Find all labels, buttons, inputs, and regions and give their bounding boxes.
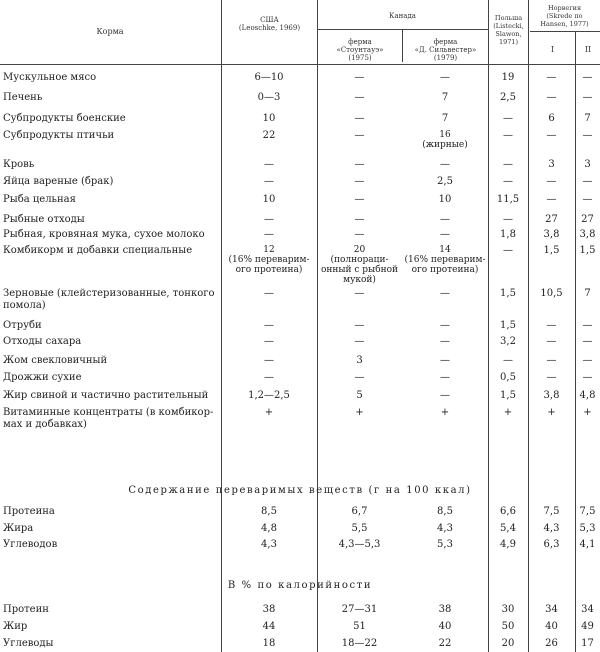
- cell-f1: —: [354, 320, 365, 331]
- cell-n2: 1,5: [579, 245, 596, 256]
- row-label: Витаминные концентраты (в комбикор- мах и добавках): [3, 407, 214, 430]
- cell-usa: —: [264, 214, 274, 225]
- header-norway: Норвегия (Skrede по Hansen, 1977): [540, 4, 589, 28]
- cell-f1: —: [354, 336, 365, 347]
- cell-f2: 5,3: [437, 539, 453, 550]
- cell-f2: —: [440, 372, 450, 383]
- cell-usa: —: [264, 176, 274, 187]
- cell-pl: 20: [501, 638, 515, 649]
- cell-pl: 2,5: [500, 92, 516, 103]
- cell-usa: 4,3: [261, 539, 277, 550]
- cell-n1: —: [546, 336, 557, 347]
- cell-pl: +: [503, 407, 513, 418]
- cell-pl: 1,5: [500, 390, 516, 401]
- cell-f1: +: [355, 407, 364, 418]
- cell-n2: 3: [584, 159, 591, 170]
- cell-f1: —: [354, 214, 365, 225]
- cell-usa: —: [264, 320, 274, 331]
- cell-f2: —: [440, 72, 450, 83]
- cell-usa: 6—10: [254, 72, 284, 83]
- row-label: Жир свиной и частично растительный: [3, 390, 209, 401]
- cell-pl: 50: [501, 621, 515, 632]
- cell-f1: 3: [356, 355, 363, 366]
- cell-f2: 22: [438, 638, 452, 649]
- cell-n1: 6: [548, 113, 555, 124]
- cell-usa: 8,5: [261, 506, 277, 517]
- cell-pl: —: [503, 159, 513, 170]
- cell-pl: 6,6: [500, 506, 516, 517]
- cell-n1: 40: [545, 621, 558, 632]
- cell-f2: 16 (жирные): [422, 130, 468, 150]
- cell-f2: —: [440, 229, 450, 240]
- cell-f2: 8,5: [437, 506, 453, 517]
- cell-f1: —: [354, 176, 365, 187]
- cell-n2: 3,8: [579, 229, 596, 240]
- cell-n2: 34: [581, 604, 594, 615]
- cell-f2: —: [440, 355, 450, 366]
- cell-n2: +: [583, 407, 592, 418]
- cell-n2: —: [582, 92, 593, 103]
- cell-f2: +: [440, 407, 450, 418]
- row-label: Жом свекловичный: [3, 355, 108, 366]
- cell-n1: —: [546, 92, 557, 103]
- cell-n2: 5,3: [579, 523, 596, 534]
- cell-usa: 44: [262, 621, 276, 632]
- header-poland: Польша (Listecki, Slawon, 1971): [493, 14, 524, 46]
- header-norway-ii: II: [584, 45, 592, 54]
- row-label: Печень: [3, 92, 43, 103]
- section-title-calorie-percent: В % по калорийности: [227, 580, 373, 591]
- cell-n1: —: [546, 320, 557, 331]
- cell-f1: —: [354, 92, 365, 103]
- cell-f1: 4,3—5,3: [338, 539, 381, 550]
- cell-n2: —: [582, 372, 593, 383]
- cell-usa: 0—3: [257, 92, 281, 103]
- header-rule: [530, 31, 600, 32]
- cell-f2: —: [440, 214, 450, 225]
- cell-f2: 10: [438, 194, 452, 205]
- cell-n1: 3,8: [543, 390, 560, 401]
- header-bottom-rule: [0, 64, 600, 65]
- cell-f2: 4,3: [437, 523, 453, 534]
- cell-n2: 7: [584, 113, 591, 124]
- cell-pl: 5,4: [500, 523, 516, 534]
- cell-f1: —: [354, 194, 365, 205]
- cell-n2: 4,1: [579, 539, 596, 550]
- cell-n2: 4,8: [579, 390, 596, 401]
- row-label: Кровь: [3, 159, 35, 170]
- cell-pl: 11,5: [496, 194, 520, 205]
- cell-pl: 4,9: [500, 539, 516, 550]
- cell-n1: 3: [548, 159, 555, 170]
- cell-n2: —: [582, 176, 593, 187]
- cell-pl: —: [503, 130, 513, 141]
- header-canada: Канада: [389, 12, 416, 20]
- cell-usa: 1,2—2,5: [248, 390, 290, 401]
- header-rule: [317, 29, 488, 30]
- row-label: Углеводов: [3, 539, 58, 550]
- header-norway-i: I: [550, 45, 555, 54]
- row-label: Дрожжи сухие: [3, 372, 82, 383]
- cell-f1: 5,5: [351, 523, 368, 534]
- row-label: Рыбная, кровяная мука, сухое молоко: [3, 229, 205, 240]
- cell-f2: 7: [441, 113, 449, 124]
- cell-f1: 6,7: [351, 506, 368, 517]
- cell-n2: —: [582, 355, 593, 366]
- cell-usa: 10: [262, 113, 276, 124]
- cell-n1: 34: [545, 604, 558, 615]
- cell-usa: 38: [262, 604, 276, 615]
- row-label: Отходы сахара: [3, 336, 82, 347]
- cell-n2: 27: [581, 214, 594, 225]
- cell-usa: +: [264, 407, 274, 418]
- cell-pl: 19: [501, 72, 515, 83]
- cell-n1: 7,5: [543, 506, 560, 517]
- cell-usa: 10: [262, 194, 276, 205]
- row-label: Жир: [3, 621, 28, 632]
- cell-usa: 12 (16% переварим- ого протеина): [228, 245, 310, 275]
- cell-f1: 5: [356, 390, 363, 401]
- cell-usa: 4,8: [261, 523, 277, 534]
- cell-f2: 7: [441, 92, 449, 103]
- cell-usa: —: [264, 336, 274, 347]
- cell-usa: —: [264, 372, 274, 383]
- cell-pl: —: [503, 245, 513, 256]
- row-label: Протеина: [3, 506, 55, 517]
- row-label: Яйца вареные (брак): [3, 176, 114, 187]
- cell-pl: 30: [501, 604, 515, 615]
- cell-f1: —: [354, 113, 365, 124]
- cell-n2: 49: [581, 621, 594, 632]
- cell-usa: 22: [262, 130, 276, 141]
- cell-n1: —: [546, 72, 557, 83]
- cell-n1: 27: [545, 214, 558, 225]
- cell-n2: 7: [584, 288, 591, 299]
- cell-n2: —: [582, 194, 593, 205]
- cell-f2: 38: [438, 604, 452, 615]
- cell-f1: —: [354, 229, 365, 240]
- cell-pl: 1,8: [500, 229, 516, 240]
- cell-n1: —: [546, 355, 557, 366]
- cell-n1: 1,5: [543, 245, 560, 256]
- cell-pl: —: [503, 113, 513, 124]
- row-label: Рыбные отходы: [3, 214, 85, 225]
- row-label: Жира: [3, 523, 34, 534]
- row-label: Рыба цельная: [3, 194, 76, 205]
- row-label: Мускульное мясо: [3, 72, 97, 83]
- cell-n2: —: [582, 320, 593, 331]
- cell-f1: 20 (полнораци- онный с рыбной мукой): [320, 245, 399, 285]
- cell-usa: —: [264, 229, 274, 240]
- cell-f2: —: [440, 390, 450, 401]
- cell-f2: 14 (16% переварим- ого протеина): [404, 245, 486, 275]
- cell-n2: 7,5: [579, 506, 596, 517]
- cell-f2: 40: [438, 621, 452, 632]
- cell-usa: —: [264, 288, 274, 299]
- cell-f2: —: [440, 320, 450, 331]
- cell-f1: —: [354, 130, 365, 141]
- row-label: Субпродукты боенские: [3, 113, 126, 124]
- cell-f1: 27—31: [341, 604, 378, 615]
- row-label: Углеводы: [3, 638, 54, 649]
- row-label: Протеин: [3, 604, 49, 615]
- cell-n1: —: [546, 372, 557, 383]
- cell-f1: —: [354, 288, 365, 299]
- cell-n2: —: [582, 336, 593, 347]
- row-label: Субпродукты птичьи: [3, 130, 115, 141]
- cell-n1: 10,5: [540, 288, 563, 299]
- cell-pl: 3,2: [500, 336, 516, 347]
- cell-usa: —: [264, 355, 274, 366]
- cell-n1: 3,8: [543, 229, 560, 240]
- cell-f2: —: [440, 159, 450, 170]
- cell-pl: —: [503, 355, 513, 366]
- header-ferma-1: ферма «Стоунтауэ» (1975): [336, 38, 384, 62]
- section-title-digestible: Содержание переваримых веществ (г на 100 ккал): [128, 485, 472, 496]
- cell-pl: 1,5: [500, 320, 516, 331]
- cell-f1: 51: [353, 621, 366, 632]
- cell-pl: —: [503, 214, 513, 225]
- row-label: Зерновые (клейстеризованные, тонкого помола): [3, 288, 215, 311]
- cell-n2: —: [582, 72, 593, 83]
- cell-f1: —: [354, 159, 365, 170]
- cell-usa: —: [264, 159, 274, 170]
- cell-n1: —: [546, 130, 557, 141]
- cell-f2: —: [440, 288, 450, 299]
- row-label: Комбикорм и добавки специальные: [3, 245, 193, 256]
- cell-f1: —: [354, 72, 365, 83]
- cell-n2: —: [582, 130, 593, 141]
- cell-pl: —: [503, 176, 513, 187]
- cell-f2: —: [440, 336, 450, 347]
- cell-n1: 26: [545, 638, 558, 649]
- cell-n1: —: [546, 194, 557, 205]
- cell-n2: 17: [581, 638, 594, 649]
- cell-pl: 0,5: [500, 372, 516, 383]
- row-label: Отруби: [3, 320, 42, 331]
- header-ferma-2: ферма «Д. Сильвестер» (1979): [414, 38, 477, 62]
- cell-n1: —: [546, 176, 557, 187]
- cell-usa: 18: [262, 638, 276, 649]
- cell-f1: 18—22: [341, 638, 378, 649]
- cell-f1: —: [354, 372, 365, 383]
- cell-pl: 1,5: [500, 288, 516, 299]
- cell-n1: 6,3: [543, 539, 560, 550]
- cell-f2: 2,5: [437, 176, 453, 187]
- cell-n1: +: [547, 407, 556, 418]
- header-usa: США (Leoschke, 1969): [238, 16, 301, 32]
- cell-n1: 4,3: [543, 523, 560, 534]
- header-korma: Корма: [96, 27, 124, 36]
